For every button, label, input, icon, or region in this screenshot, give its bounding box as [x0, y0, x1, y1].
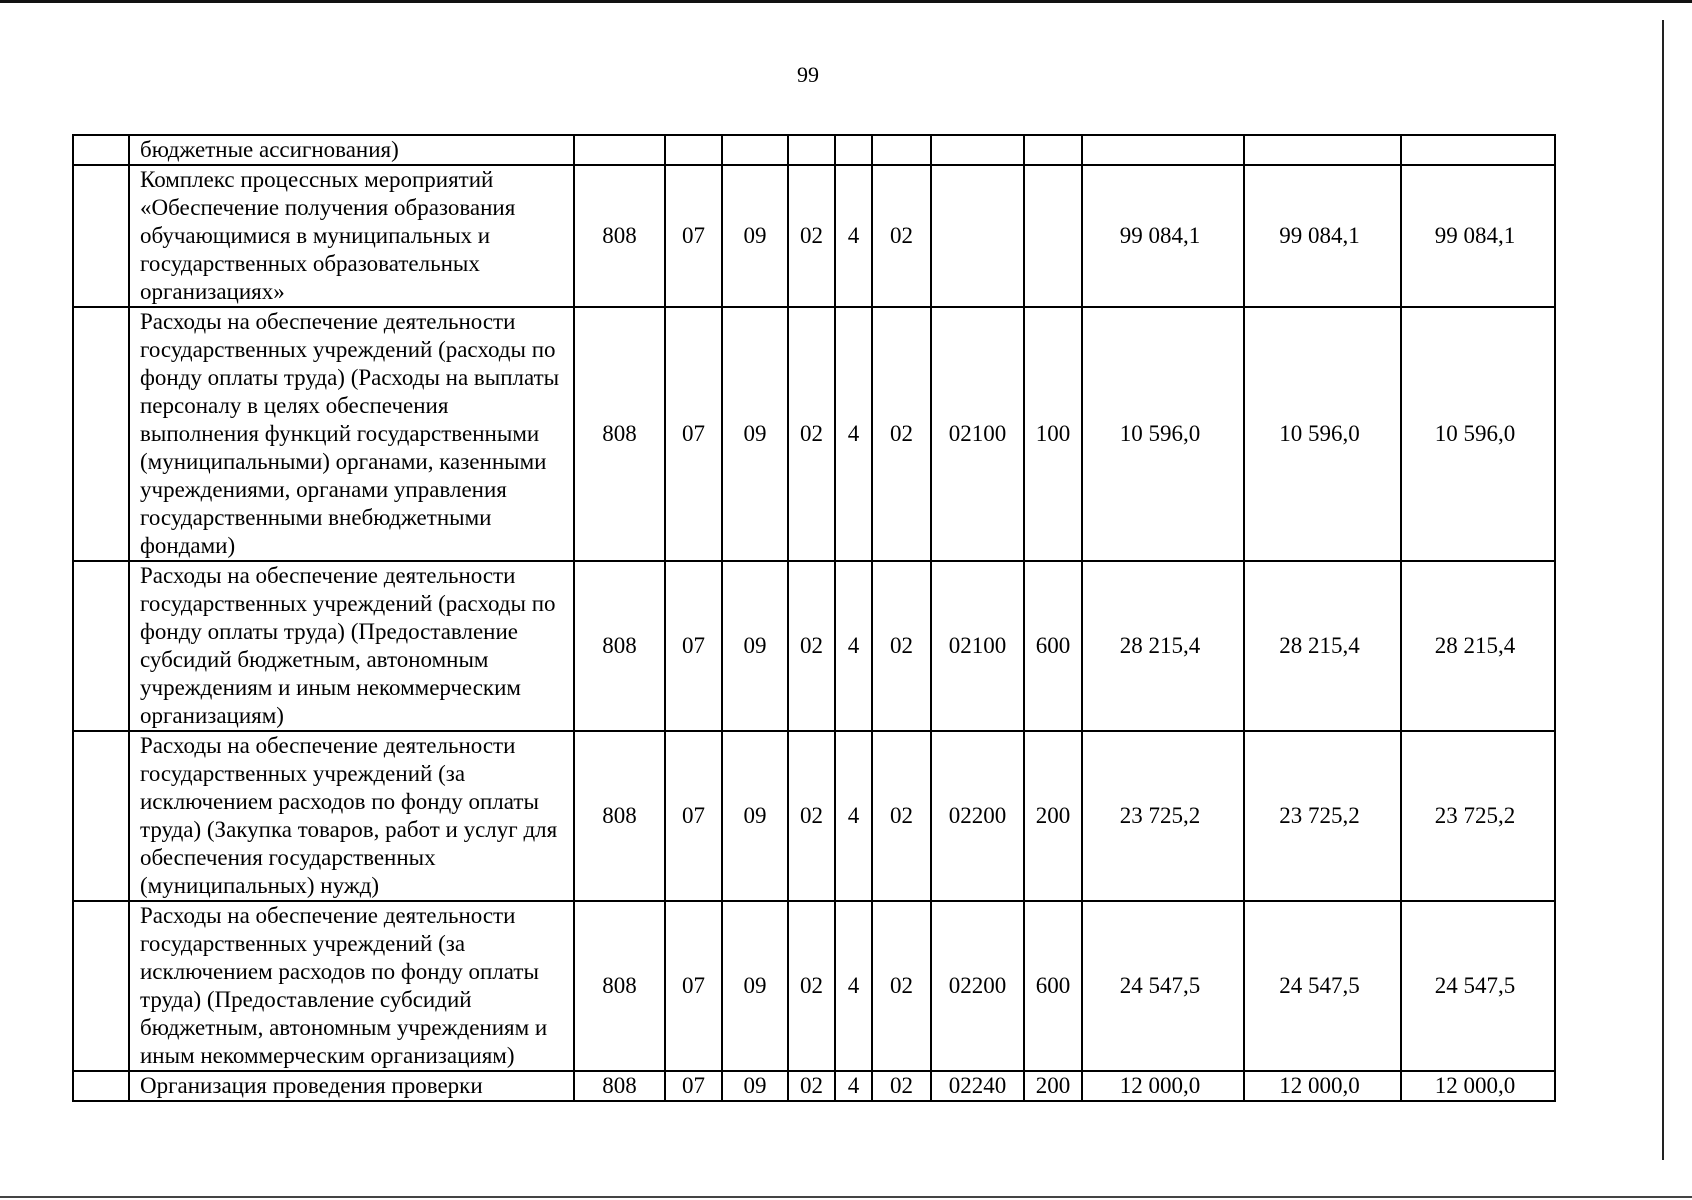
ministry-code-cell: 808	[574, 307, 665, 561]
expense-type-code-cell	[1024, 165, 1082, 307]
subsection-code-cell: 09	[722, 561, 788, 731]
section-code-cell	[665, 135, 722, 165]
budget-table	[72, 134, 1556, 1102]
structural-element-code-cell	[872, 135, 931, 165]
program-type-code-cell: 4	[835, 1071, 872, 1101]
structural-element-code-cell: 02	[872, 307, 931, 561]
table-row	[73, 901, 1555, 1071]
row-index-cell	[73, 561, 129, 731]
amount-cell-2: 28 215,4	[1244, 561, 1401, 731]
program-code-cell: 02	[788, 561, 835, 731]
structural-element-code-cell: 02	[872, 731, 931, 901]
scan-edge-right	[1662, 20, 1664, 1160]
amount-cell-1: 99 084,1	[1082, 165, 1244, 307]
program-code-cell: 02	[788, 307, 835, 561]
amount-cell-2: 10 596,0	[1244, 307, 1401, 561]
row-index-cell	[73, 307, 129, 561]
row-index-cell	[73, 731, 129, 901]
program-code-cell	[788, 135, 835, 165]
table-row	[73, 165, 1555, 307]
scan-edge-top	[0, 0, 1692, 3]
description-cell: Расходы на обеспечение деятельности государственных учреждений (расходы по фонду оплаты труда) (Предоставление субсидий бюджетным, автономным учреждениям и иным некоммерческим организациям)	[129, 561, 574, 731]
structural-element-code-cell: 02	[872, 165, 931, 307]
expense-type-code-cell: 200	[1024, 731, 1082, 901]
ministry-code-cell: 808	[574, 731, 665, 901]
description-cell: Расходы на обеспечение деятельности государственных учреждений (за исключением расходов по фонду оплаты труда) (Закупка товаров, работ и услуг для обеспечения государственных (муниципальных) нужд)	[129, 731, 574, 901]
row-index-cell	[73, 165, 129, 307]
ministry-code-cell: 808	[574, 561, 665, 731]
section-code-cell: 07	[665, 1071, 722, 1101]
amount-cell-2: 12 000,0	[1244, 1071, 1401, 1101]
scan-edge-bottom	[0, 1196, 1692, 1198]
expense-type-code-cell: 600	[1024, 901, 1082, 1071]
direction-code-cell	[931, 165, 1024, 307]
description-cell: Комплекс процессных мероприятий «Обеспечение получения образования обучающимися в муниципальных и государственных образовательных организациях»	[129, 165, 574, 307]
subsection-code-cell: 09	[722, 1071, 788, 1101]
program-code-cell: 02	[788, 901, 835, 1071]
description-cell: Расходы на обеспечение деятельности государственных учреждений (расходы по фонду оплаты труда) (Расходы на выплаты персоналу в целях обеспечения выполнения функций государственными (муниципальными) органами, казенными учреждениями, органами управления государственными внебюджетными фондами)	[129, 307, 574, 561]
structural-element-code-cell: 02	[872, 561, 931, 731]
expense-type-code-cell: 100	[1024, 307, 1082, 561]
section-code-cell: 07	[665, 901, 722, 1071]
description-cell: Организация проведения проверки	[129, 1071, 574, 1101]
ministry-code-cell	[574, 135, 665, 165]
structural-element-code-cell: 02	[872, 1071, 931, 1101]
subsection-code-cell: 09	[722, 165, 788, 307]
subsection-code-cell: 09	[722, 731, 788, 901]
section-code-cell: 07	[665, 165, 722, 307]
ministry-code-cell: 808	[574, 1071, 665, 1101]
program-type-code-cell: 4	[835, 901, 872, 1071]
amount-cell-1: 23 725,2	[1082, 731, 1244, 901]
direction-code-cell: 02100	[931, 561, 1024, 731]
expense-type-code-cell: 600	[1024, 561, 1082, 731]
ministry-code-cell: 808	[574, 901, 665, 1071]
amount-cell-3: 24 547,5	[1401, 901, 1555, 1071]
row-index-cell	[73, 1071, 129, 1101]
direction-code-cell	[931, 135, 1024, 165]
page-number: 99	[797, 62, 819, 87]
table-row	[73, 561, 1555, 731]
program-type-code-cell: 4	[835, 165, 872, 307]
amount-cell-3	[1401, 135, 1555, 165]
direction-code-cell: 02100	[931, 307, 1024, 561]
amount-cell-1: 24 547,5	[1082, 901, 1244, 1071]
subsection-code-cell	[722, 135, 788, 165]
amount-cell-2: 99 084,1	[1244, 165, 1401, 307]
ministry-code-cell: 808	[574, 165, 665, 307]
section-code-cell: 07	[665, 307, 722, 561]
expense-type-code-cell	[1024, 135, 1082, 165]
program-type-code-cell: 4	[835, 561, 872, 731]
amount-cell-2	[1244, 135, 1401, 165]
section-code-cell: 07	[665, 731, 722, 901]
table-row	[73, 1071, 1555, 1101]
table-row	[73, 307, 1555, 561]
amount-cell-1	[1082, 135, 1244, 165]
amount-cell-2: 24 547,5	[1244, 901, 1401, 1071]
program-code-cell: 02	[788, 731, 835, 901]
amount-cell-1: 12 000,0	[1082, 1071, 1244, 1101]
table-row	[73, 731, 1555, 901]
program-type-code-cell: 4	[835, 731, 872, 901]
description-cell: Расходы на обеспечение деятельности государственных учреждений (за исключением расходов по фонду оплаты труда) (Предоставление субсидий бюджетным, автономным учреждениям и иным некоммерческим организациям)	[129, 901, 574, 1071]
program-type-code-cell	[835, 135, 872, 165]
section-code-cell: 07	[665, 561, 722, 731]
program-code-cell: 02	[788, 165, 835, 307]
program-type-code-cell: 4	[835, 307, 872, 561]
program-code-cell: 02	[788, 1071, 835, 1101]
direction-code-cell: 02200	[931, 901, 1024, 1071]
amount-cell-1: 28 215,4	[1082, 561, 1244, 731]
amount-cell-1: 10 596,0	[1082, 307, 1244, 561]
amount-cell-3: 99 084,1	[1401, 165, 1555, 307]
direction-code-cell: 02240	[931, 1071, 1024, 1101]
amount-cell-3: 12 000,0	[1401, 1071, 1555, 1101]
direction-code-cell: 02200	[931, 731, 1024, 901]
description-cell: бюджетные ассигнования)	[129, 135, 574, 165]
table-row	[73, 135, 1555, 165]
amount-cell-3: 23 725,2	[1401, 731, 1555, 901]
subsection-code-cell: 09	[722, 307, 788, 561]
row-index-cell	[73, 135, 129, 165]
amount-cell-3: 10 596,0	[1401, 307, 1555, 561]
amount-cell-3: 28 215,4	[1401, 561, 1555, 731]
expense-type-code-cell: 200	[1024, 1071, 1082, 1101]
subsection-code-cell: 09	[722, 901, 788, 1071]
structural-element-code-cell: 02	[872, 901, 931, 1071]
amount-cell-2: 23 725,2	[1244, 731, 1401, 901]
row-index-cell	[73, 901, 129, 1071]
